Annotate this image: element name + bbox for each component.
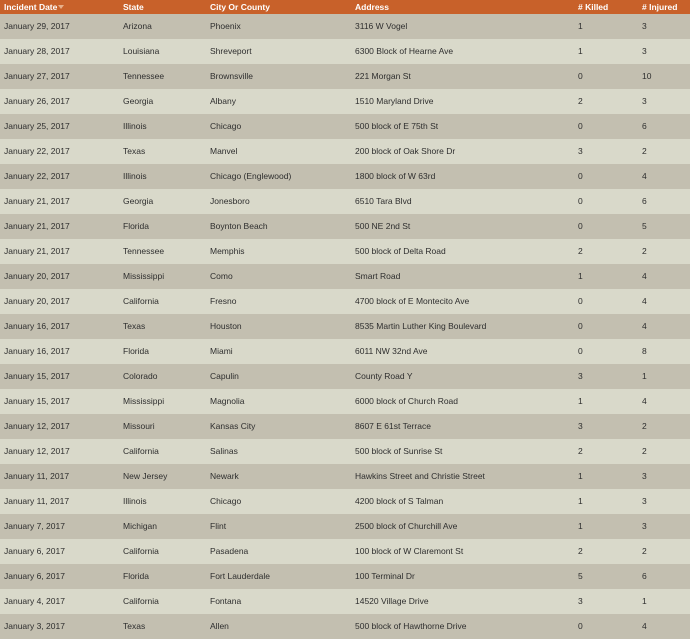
table-row[interactable] bbox=[0, 439, 690, 464]
injured-cell: 3 bbox=[642, 521, 647, 531]
address-cell: 100 block of W Claremont St bbox=[355, 546, 464, 556]
killed-cell: 3 bbox=[578, 421, 583, 431]
city-cell: Flint bbox=[210, 521, 227, 531]
address-cell: 500 block of Sunrise St bbox=[355, 446, 443, 456]
column-header-label: Incident Date bbox=[4, 2, 58, 12]
incident-date-cell: January 20, 2017 bbox=[4, 271, 70, 281]
city-cell: Houston bbox=[210, 321, 242, 331]
column-header-killed[interactable]: # Killed bbox=[578, 2, 609, 12]
column-header-incident-date[interactable] bbox=[0, 0, 119, 14]
injured-cell: 2 bbox=[642, 546, 647, 556]
table-row[interactable] bbox=[0, 264, 690, 289]
column-header-injured[interactable]: # Injured bbox=[642, 2, 678, 12]
table-row[interactable] bbox=[0, 514, 690, 539]
address-cell: Hawkins Street and Christie Street bbox=[355, 471, 485, 481]
incident-date-cell: January 12, 2017 bbox=[4, 421, 70, 431]
table-row[interactable] bbox=[0, 614, 690, 639]
address-cell: 6510 Tara Blvd bbox=[355, 196, 412, 206]
killed-cell: 3 bbox=[578, 596, 583, 606]
killed-cell: 0 bbox=[578, 196, 583, 206]
address-cell: County Road Y bbox=[355, 371, 413, 381]
city-cell: Albany bbox=[210, 96, 236, 106]
incident-date-cell: January 20, 2017 bbox=[4, 296, 70, 306]
killed-cell: 3 bbox=[578, 146, 583, 156]
killed-cell: 2 bbox=[578, 96, 583, 106]
city-cell: Brownsville bbox=[210, 71, 253, 81]
incident-date-cell: January 21, 2017 bbox=[4, 221, 70, 231]
killed-cell: 0 bbox=[578, 71, 583, 81]
city-cell: Miami bbox=[210, 346, 233, 356]
killed-cell: 0 bbox=[578, 171, 583, 181]
table-row[interactable] bbox=[0, 289, 690, 314]
table-row[interactable] bbox=[0, 164, 690, 189]
incident-date-cell: January 26, 2017 bbox=[4, 96, 70, 106]
city-cell: Capulin bbox=[210, 371, 239, 381]
state-cell: California bbox=[123, 596, 159, 606]
incident-date-cell: January 29, 2017 bbox=[4, 21, 70, 31]
address-cell: 2500 block of Churchill Ave bbox=[355, 521, 458, 531]
city-cell: Chicago (Englewood) bbox=[210, 171, 292, 181]
address-cell: 500 block of E 75th St bbox=[355, 121, 439, 131]
injured-cell: 4 bbox=[642, 621, 647, 631]
city-cell: Fresno bbox=[210, 296, 237, 306]
injured-cell: 4 bbox=[642, 396, 647, 406]
incident-date-cell: January 21, 2017 bbox=[4, 196, 70, 206]
killed-cell: 0 bbox=[578, 621, 583, 631]
table-row[interactable] bbox=[0, 64, 690, 89]
injured-cell: 3 bbox=[642, 471, 647, 481]
table-row[interactable] bbox=[0, 589, 690, 614]
city-cell: Memphis bbox=[210, 246, 245, 256]
state-cell: Louisiana bbox=[123, 46, 160, 56]
incident-date-cell: January 15, 2017 bbox=[4, 371, 70, 381]
injured-cell: 4 bbox=[642, 296, 647, 306]
address-cell: 221 Morgan St bbox=[355, 71, 411, 81]
incident-date-cell: January 21, 2017 bbox=[4, 246, 70, 256]
killed-cell: 0 bbox=[578, 221, 583, 231]
killed-cell: 0 bbox=[578, 321, 583, 331]
killed-cell: 2 bbox=[578, 246, 583, 256]
incident-date-cell: January 27, 2017 bbox=[4, 71, 70, 81]
injured-cell: 4 bbox=[642, 271, 647, 281]
killed-cell: 0 bbox=[578, 346, 583, 356]
state-cell: California bbox=[123, 546, 159, 556]
address-cell: 200 block of Oak Shore Dr bbox=[355, 146, 456, 156]
incident-date-cell: January 25, 2017 bbox=[4, 121, 70, 131]
killed-cell: 0 bbox=[578, 121, 583, 131]
injured-cell: 4 bbox=[642, 321, 647, 331]
killed-cell: 1 bbox=[578, 521, 583, 531]
column-header-city[interactable]: City Or County bbox=[210, 2, 270, 12]
injured-cell: 4 bbox=[642, 171, 647, 181]
table-row[interactable] bbox=[0, 139, 690, 164]
killed-cell: 3 bbox=[578, 371, 583, 381]
injured-cell: 3 bbox=[642, 21, 647, 31]
address-cell: Smart Road bbox=[355, 271, 401, 281]
killed-cell: 2 bbox=[578, 446, 583, 456]
address-cell: 4200 block of S Talman bbox=[355, 496, 444, 506]
incident-date-cell: January 6, 2017 bbox=[4, 571, 65, 581]
state-cell: Georgia bbox=[123, 96, 154, 106]
incident-date-cell: January 22, 2017 bbox=[4, 146, 70, 156]
table-row[interactable] bbox=[0, 414, 690, 439]
city-cell: Pasadena bbox=[210, 546, 249, 556]
killed-cell: 1 bbox=[578, 21, 583, 31]
city-cell: Chicago bbox=[210, 496, 242, 506]
killed-cell: 5 bbox=[578, 571, 583, 581]
incident-date-cell: January 7, 2017 bbox=[4, 521, 65, 531]
incident-date-cell: January 16, 2017 bbox=[4, 321, 70, 331]
state-cell: California bbox=[123, 446, 159, 456]
injured-cell: 2 bbox=[642, 246, 647, 256]
injured-cell: 6 bbox=[642, 121, 647, 131]
table-row[interactable] bbox=[0, 364, 690, 389]
incident-date-cell: January 16, 2017 bbox=[4, 346, 70, 356]
killed-cell: 1 bbox=[578, 496, 583, 506]
table-row[interactable] bbox=[0, 189, 690, 214]
injured-cell: 3 bbox=[642, 96, 647, 106]
table-row[interactable] bbox=[0, 89, 690, 114]
injured-cell: 2 bbox=[642, 146, 647, 156]
table-row[interactable] bbox=[0, 314, 690, 339]
incident-date-cell: January 11, 2017 bbox=[4, 471, 70, 481]
table-header bbox=[0, 0, 690, 14]
injured-cell: 6 bbox=[642, 196, 647, 206]
table-row[interactable] bbox=[0, 39, 690, 64]
table-row[interactable] bbox=[0, 564, 690, 589]
state-cell: Michigan bbox=[123, 521, 158, 531]
state-cell: California bbox=[123, 296, 159, 306]
table-body bbox=[0, 14, 690, 639]
address-cell: 6000 block of Church Road bbox=[355, 396, 459, 406]
address-cell: 500 block of Delta Road bbox=[355, 246, 446, 256]
city-cell: Kansas City bbox=[210, 421, 256, 431]
killed-cell: 1 bbox=[578, 471, 583, 481]
injured-cell: 3 bbox=[642, 46, 647, 56]
injured-cell: 2 bbox=[642, 446, 647, 456]
incident-date-cell: January 22, 2017 bbox=[4, 171, 70, 181]
address-cell: 3116 W Vogel bbox=[355, 21, 408, 31]
state-cell: Missouri bbox=[123, 421, 155, 431]
state-cell: Mississippi bbox=[123, 396, 165, 406]
injured-cell: 2 bbox=[642, 421, 647, 431]
state-cell: Florida bbox=[123, 346, 149, 356]
table-row[interactable] bbox=[0, 389, 690, 414]
city-cell: Boynton Beach bbox=[210, 221, 268, 231]
address-cell: 1510 Maryland Drive bbox=[355, 96, 434, 106]
city-cell: Magnolia bbox=[210, 396, 245, 406]
state-cell: Florida bbox=[123, 221, 149, 231]
state-cell: Georgia bbox=[123, 196, 154, 206]
injured-cell: 10 bbox=[642, 71, 652, 81]
city-cell: Allen bbox=[210, 621, 229, 631]
table-row[interactable] bbox=[0, 239, 690, 264]
column-header-state[interactable]: State bbox=[123, 2, 144, 12]
state-cell: Colorado bbox=[123, 371, 158, 381]
column-header-address[interactable]: Address bbox=[355, 2, 390, 12]
killed-cell: 0 bbox=[578, 296, 583, 306]
address-cell: 14520 Village Drive bbox=[355, 596, 429, 606]
city-cell: Phoenix bbox=[210, 21, 241, 31]
sort-descending-icon[interactable] bbox=[58, 5, 64, 9]
killed-cell: 1 bbox=[578, 271, 583, 281]
state-cell: Arizona bbox=[123, 21, 152, 31]
city-cell: Chicago bbox=[210, 121, 242, 131]
city-cell: Jonesboro bbox=[210, 196, 250, 206]
incident-date-cell: January 3, 2017 bbox=[4, 621, 65, 631]
address-cell: 6300 Block of Hearne Ave bbox=[355, 46, 454, 56]
state-cell: Tennessee bbox=[123, 246, 165, 256]
address-cell: 4700 block of E Montecito Ave bbox=[355, 296, 470, 306]
state-cell: Illinois bbox=[123, 496, 147, 506]
city-cell: Fort Lauderdale bbox=[210, 571, 271, 581]
injured-cell: 1 bbox=[642, 371, 647, 381]
incident-date-cell: January 11, 2017 bbox=[4, 496, 70, 506]
table-row[interactable] bbox=[0, 14, 690, 39]
incident-date-cell: January 4, 2017 bbox=[4, 596, 65, 606]
killed-cell: 1 bbox=[578, 396, 583, 406]
incident-date-cell: January 28, 2017 bbox=[4, 46, 70, 56]
state-cell: New Jersey bbox=[123, 471, 168, 481]
address-cell: 500 NE 2nd St bbox=[355, 221, 411, 231]
state-cell: Florida bbox=[123, 571, 149, 581]
address-cell: 8607 E 61st Terrace bbox=[355, 421, 431, 431]
city-cell: Manvel bbox=[210, 146, 238, 156]
city-cell: Newark bbox=[210, 471, 239, 481]
state-cell: Illinois bbox=[123, 121, 147, 131]
city-cell: Salinas bbox=[210, 446, 238, 456]
state-cell: Texas bbox=[123, 621, 146, 631]
table-row[interactable] bbox=[0, 464, 690, 489]
injured-cell: 1 bbox=[642, 596, 647, 606]
city-cell: Como bbox=[210, 271, 233, 281]
state-cell: Mississippi bbox=[123, 271, 165, 281]
state-cell: Illinois bbox=[123, 171, 147, 181]
incident-date-cell: January 15, 2017 bbox=[4, 396, 70, 406]
injured-cell: 5 bbox=[642, 221, 647, 231]
table-row[interactable] bbox=[0, 214, 690, 239]
injured-cell: 6 bbox=[642, 571, 647, 581]
address-cell: 8535 Martin Luther King Boulevard bbox=[355, 321, 487, 331]
table-row[interactable] bbox=[0, 114, 690, 139]
injured-cell: 8 bbox=[642, 346, 647, 356]
address-cell: 1800 block of W 63rd bbox=[355, 171, 436, 181]
incident-date-cell: January 6, 2017 bbox=[4, 546, 65, 556]
table-row[interactable] bbox=[0, 489, 690, 514]
incident-date-cell: January 12, 2017 bbox=[4, 446, 70, 456]
address-cell: 500 block of Hawthorne Drive bbox=[355, 621, 467, 631]
killed-cell: 1 bbox=[578, 46, 583, 56]
injured-cell: 3 bbox=[642, 496, 647, 506]
table-row[interactable] bbox=[0, 339, 690, 364]
city-cell: Shreveport bbox=[210, 46, 252, 56]
city-cell: Fontana bbox=[210, 596, 242, 606]
state-cell: Tennessee bbox=[123, 71, 165, 81]
table-row[interactable] bbox=[0, 539, 690, 564]
address-cell: 100 Terminal Dr bbox=[355, 571, 415, 581]
killed-cell: 2 bbox=[578, 546, 583, 556]
state-cell: Texas bbox=[123, 321, 146, 331]
state-cell: Texas bbox=[123, 146, 146, 156]
address-cell: 6011 NW 32nd Ave bbox=[355, 346, 428, 356]
